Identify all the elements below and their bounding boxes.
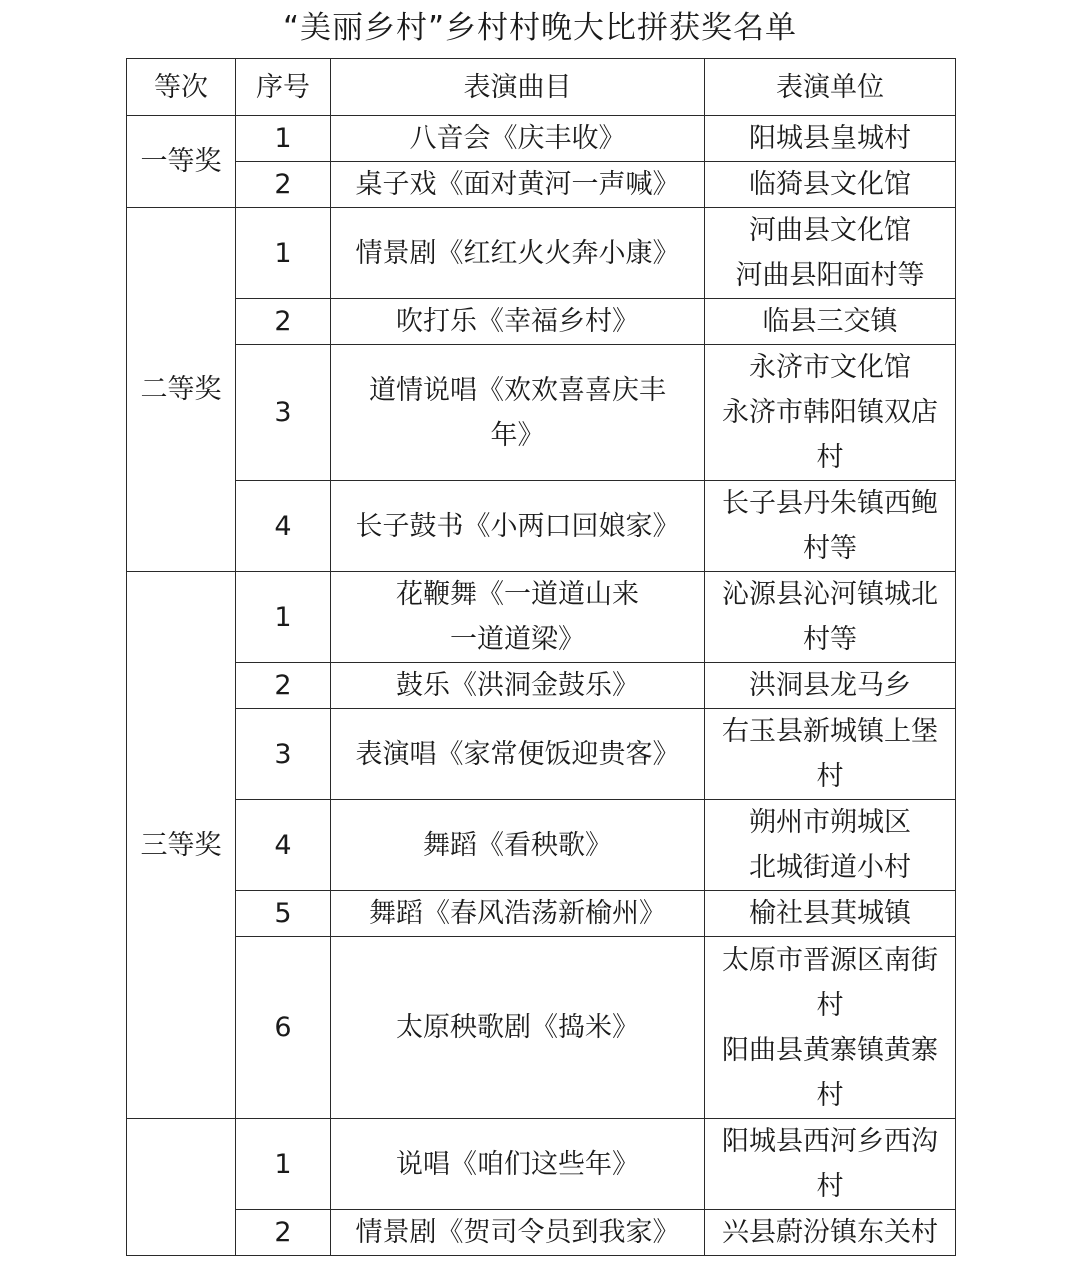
number-cell: 3 (236, 709, 331, 800)
program-cell: 太原秧歌剧《捣米》 (331, 937, 705, 1119)
number-cell: 2 (236, 663, 331, 709)
number-cell: 6 (236, 937, 331, 1119)
program-cell: 舞蹈《看秧歌》 (331, 800, 705, 891)
program-cell: 八音会《庆丰收》 (331, 116, 705, 162)
number-cell: 2 (236, 162, 331, 208)
program-cell: 鼓乐《洪洞金鼓乐》 (331, 663, 705, 709)
number-cell: 1 (236, 572, 331, 663)
program-cell: 表演唱《家常便饭迎贵客》 (331, 709, 705, 800)
number-cell: 1 (236, 116, 331, 162)
unit-cell: 洪洞县龙马乡 (705, 663, 956, 709)
program-cell: 长子鼓书《小两口回娘家》 (331, 481, 705, 572)
number-cell: 3 (236, 345, 331, 481)
program-cell: 吹打乐《幸福乡村》 (331, 299, 705, 345)
number-cell: 4 (236, 800, 331, 891)
unit-cell: 临猗县文化馆 (705, 162, 956, 208)
unit-cell: 临县三交镇 (705, 299, 956, 345)
unit-cell: 永济市文化馆 永济市韩阳镇双店 村 (705, 345, 956, 481)
number-cell: 1 (236, 1119, 331, 1210)
unit-cell: 兴县蔚汾镇东关村 (705, 1210, 956, 1256)
page-title: “美丽乡村”乡村村晚大比拼获奖名单 (282, 10, 798, 46)
program-cell: 桌子戏《面对黄河一声喊》 (331, 162, 705, 208)
unit-cell: 榆社县萁城镇 (705, 891, 956, 937)
tier-cell: 一等奖 (127, 116, 236, 208)
table-row (127, 1119, 956, 1210)
number-cell: 1 (236, 208, 331, 299)
tier-cell: 二等奖 (127, 208, 236, 572)
number-cell: 2 (236, 299, 331, 345)
table-row (127, 481, 956, 572)
header-unit: 表演单位 (705, 59, 956, 116)
table-row (127, 345, 956, 481)
program-cell: 道情说唱《欢欢喜喜庆丰 年》 (331, 345, 705, 481)
header-number: 序号 (236, 59, 331, 116)
header-row (127, 59, 956, 116)
table-row (127, 299, 956, 345)
header-tier: 等次 (127, 59, 236, 116)
number-cell: 4 (236, 481, 331, 572)
table-row (127, 208, 956, 299)
table-row (127, 891, 956, 937)
program-cell: 舞蹈《春风浩荡新榆州》 (331, 891, 705, 937)
awards-table (126, 58, 956, 1256)
table-row (127, 800, 956, 891)
program-cell: 情景剧《贺司令员到我家》 (331, 1210, 705, 1256)
unit-cell: 长子县丹朱镇西鲍 村等 (705, 481, 956, 572)
table-row (127, 116, 956, 162)
program-cell: 情景剧《红红火火奔小康》 (331, 208, 705, 299)
program-cell: 说唱《咱们这些年》 (331, 1119, 705, 1210)
tier-cell (127, 1119, 236, 1256)
table-row (127, 572, 956, 663)
unit-cell: 右玉县新城镇上堡 村 (705, 709, 956, 800)
table-row (127, 937, 956, 1119)
unit-cell: 朔州市朔城区 北城街道小村 (705, 800, 956, 891)
table-row (127, 663, 956, 709)
table-row (127, 162, 956, 208)
unit-cell: 沁源县沁河镇城北 村等 (705, 572, 956, 663)
unit-cell: 太原市晋源区南街 村 阳曲县黄寨镇黄寨 村 (705, 937, 956, 1119)
number-cell: 2 (236, 1210, 331, 1256)
number-cell: 5 (236, 891, 331, 937)
header-program: 表演曲目 (331, 59, 705, 116)
tier-cell: 三等奖 (127, 572, 236, 1119)
unit-cell: 阳城县皇城村 (705, 116, 956, 162)
program-cell: 花鞭舞《一道道山来 一道道梁》 (331, 572, 705, 663)
table-row (127, 1210, 956, 1256)
unit-cell: 阳城县西河乡西沟 村 (705, 1119, 956, 1210)
table-row (127, 709, 956, 800)
unit-cell: 河曲县文化馆 河曲县阳面村等 (705, 208, 956, 299)
